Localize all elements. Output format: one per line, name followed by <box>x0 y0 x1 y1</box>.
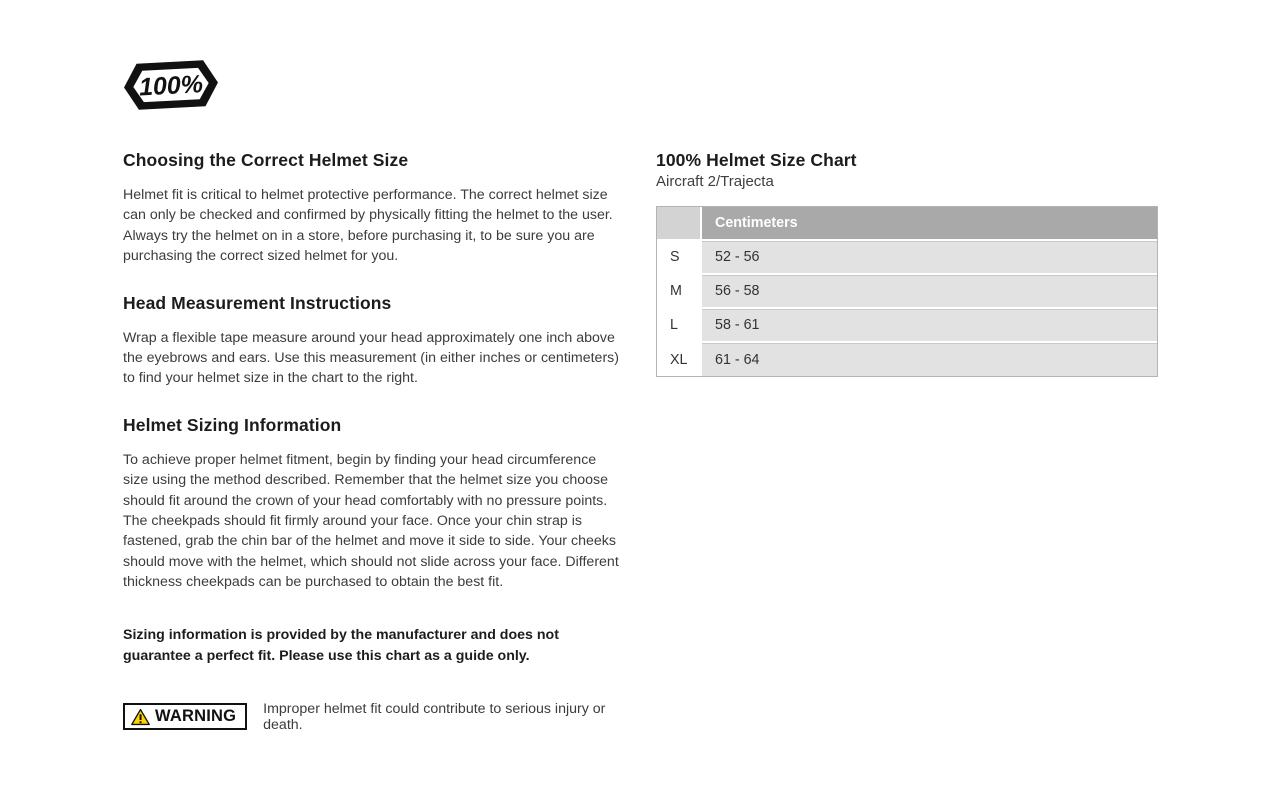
column-header-centimeters: Centimeters <box>701 207 1157 240</box>
table-row <box>657 274 1157 308</box>
size-range: 61 - 64 <box>701 342 1157 376</box>
logo-text: 100% <box>138 70 204 102</box>
warning-label: WARNING <box>155 707 237 726</box>
table-corner-cell <box>657 207 701 240</box>
section-heading: Choosing the Correct Helmet Size <box>123 150 409 170</box>
section-choosing-size <box>123 150 623 267</box>
size-chart-subtitle: Aircraft 2/Trajecta <box>656 173 774 190</box>
section-body: Helmet fit is critical to helmet protective performance. The correct helmet size can only be checked and confirmed by physically fitting the helmet to the user. Always try the helmet on in a store, before purchasing it, to be sure you are purchasing the correct sized helmet for you. <box>123 187 613 265</box>
size-chart-title: 100% Helmet Size Chart <box>656 150 857 170</box>
table-row <box>657 342 1157 376</box>
size-label: M <box>657 274 701 308</box>
instructions-column <box>123 150 623 733</box>
100-percent-logo-badge <box>122 56 220 114</box>
warning-triangle-icon <box>131 708 150 726</box>
size-chart-table-container <box>656 206 1158 377</box>
manufacturer-disclaimer: Sizing information is provided by the manufacturer and does not guarantee a perfect fit. Please use this chart as a guide only. <box>123 626 559 664</box>
size-range: 56 - 58 <box>701 274 1157 308</box>
section-body: To achieve proper helmet fitment, begin by finding your head circumference size using the method described. Remember that the helmet size you choose should fit around the crown of your head comfortably with no pressure points. The cheekpads should fit firmly around your face. Once your chin strap is fastened, grab the chin bar of the helmet and move it side to side. Your cheeks should move with the helmet, which should not slide across your face. Different thickness cheekpads can be purchased to obtain the best fit. <box>123 451 619 591</box>
section-heading: Helmet Sizing Information <box>123 414 342 435</box>
size-label: XL <box>657 342 701 376</box>
section-body: Wrap a flexible tape measure around your head approximately one inch above the eyebrows and ears. Use this measurement (in either inches or centimeters) to find your helmet size in the chart to the right. <box>123 329 619 387</box>
table-header-row <box>657 207 1157 240</box>
section-head-measurement <box>123 293 623 389</box>
warning-badge <box>123 703 247 730</box>
size-label: S <box>657 240 701 274</box>
warning-row <box>123 701 623 733</box>
section-sizing-information <box>123 415 623 593</box>
table-row <box>657 308 1157 342</box>
size-range: 52 - 56 <box>701 240 1157 274</box>
size-range: 58 - 61 <box>701 308 1157 342</box>
table-row <box>657 240 1157 274</box>
size-chart-table <box>657 207 1157 376</box>
size-label: L <box>657 308 701 342</box>
100-percent-logo <box>122 56 220 114</box>
warning-text: Improper helmet fit could contribute to serious injury or death. <box>263 700 606 733</box>
size-chart-column <box>656 150 1158 377</box>
section-heading: Head Measurement Instructions <box>123 292 392 313</box>
